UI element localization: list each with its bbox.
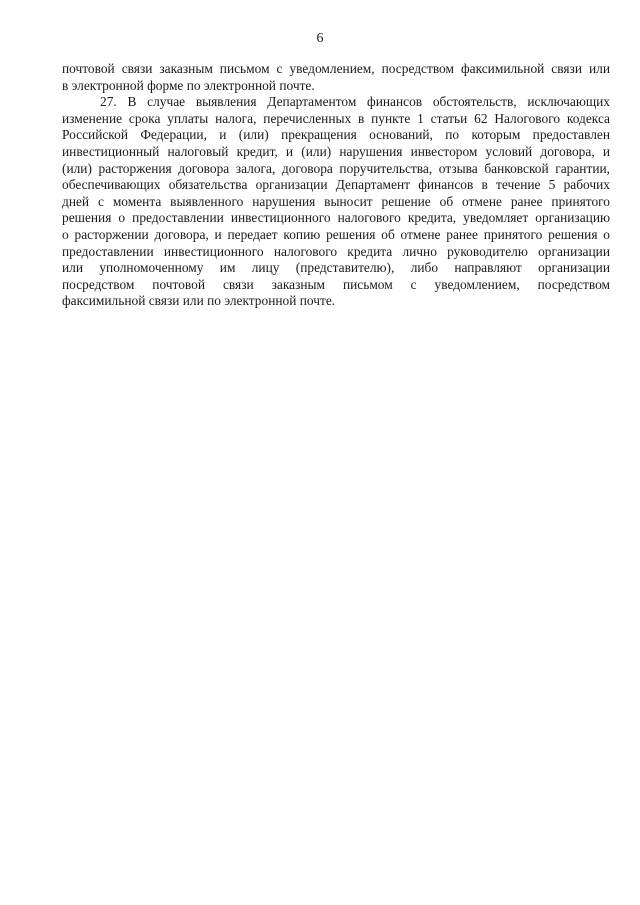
text-line: изменение срока уплаты налога, перечисленных в пункте 1 статьи 62 Налогового кодекса [62,110,610,126]
text-line: (или) расторжения договора залога, договора поручительства, отзыва банковской гарантии, [62,160,610,176]
page-number: 6 [316,31,324,46]
text-line: в электронной форме по электронной почте. [62,77,315,93]
body-text [62,61,610,310]
text-line: обеспечивающих обязательства организации Департамент финансов в течение 5 рабочих [62,177,610,193]
text-line: посредством почтовой связи заказным письмом с уведомлением, посредством [62,276,610,292]
text-line: о расторжении договора, и передает копию решения об отмене ранее принятого решения о [62,226,610,242]
text-line: Российской Федерации, и (или) прекращения оснований, по которым предоставлен [62,127,610,143]
text-line: факсимильной связи или по электронной почте. [62,293,336,309]
text-line: решения о предоставлении инвестиционного налогового кредита, уведомляет организацию [62,210,610,226]
text-line: инвестиционный налоговый кредит, и (или) нарушения инвестором условий договора, и [62,143,610,159]
text-line: почтовой связи заказным письмом с уведомлением, посредством факсимильной связи или [62,61,610,76]
text-line: предоставлении инвестиционного налогового кредита лично руководителю организации [62,243,610,259]
paragraph-27-first-line: 27. В случае выявления Департаментом финансов обстоятельств, исключающих [100,94,610,110]
text-line: дней с момента выявленного нарушения выносит решение об отмене ранее принятого [62,193,610,209]
text-line: или уполномоченному им лицу (представителю), либо направляют организации [62,260,610,276]
